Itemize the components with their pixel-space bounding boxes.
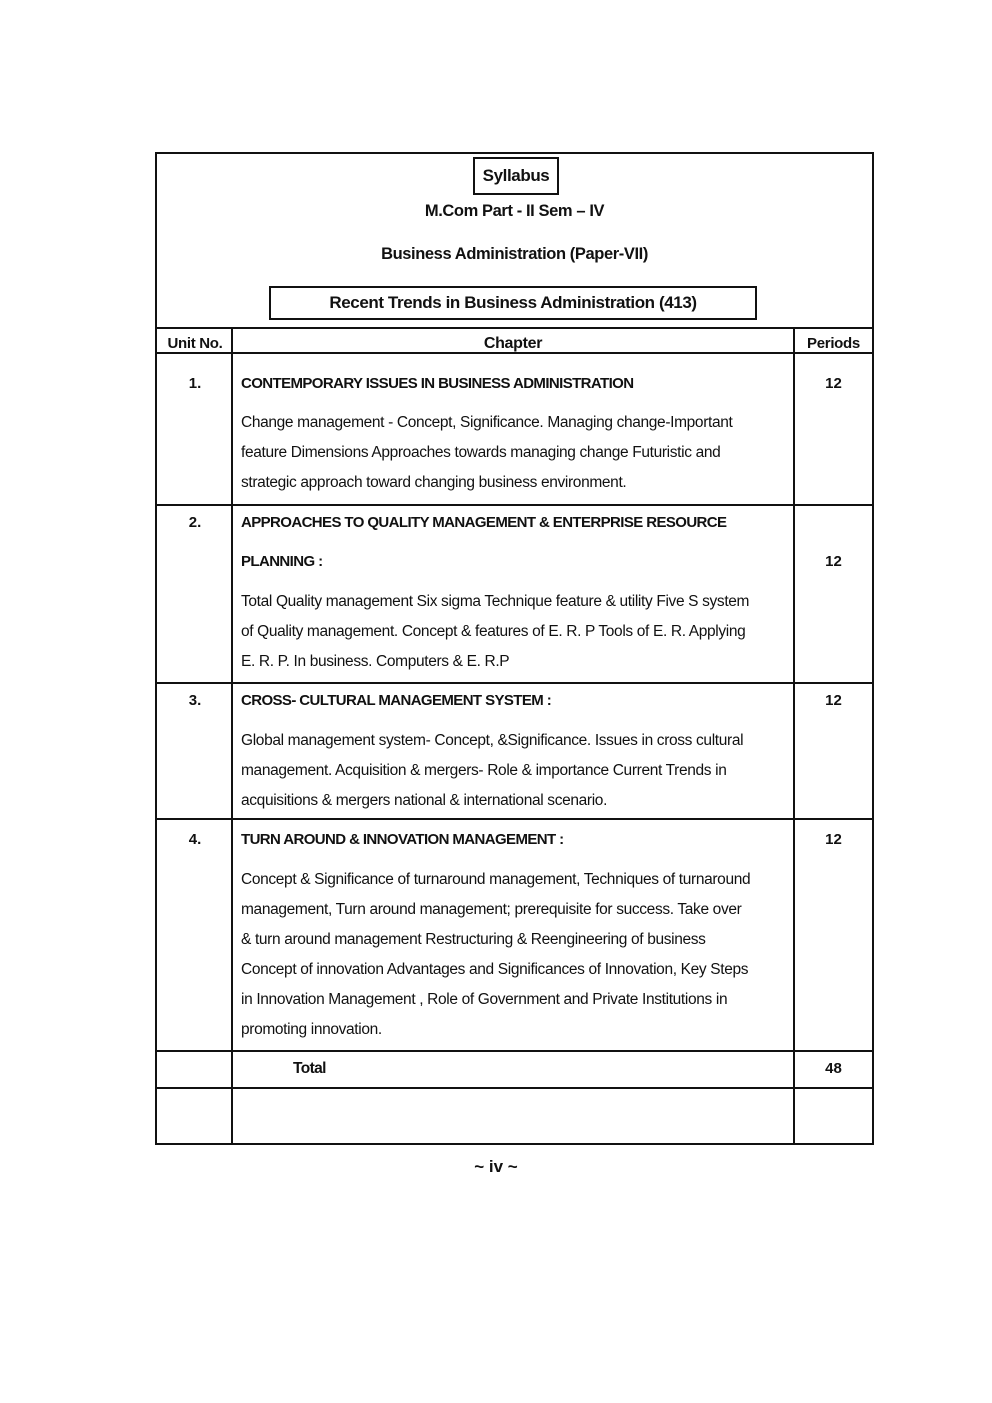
- description-line: of Quality management. Concept & features of E. R. P Tools of E. R. Applying: [241, 623, 746, 640]
- syllabus-table: [155, 152, 874, 1145]
- unit-title: PLANNING :: [241, 553, 323, 570]
- subject-title: Business Administration (Paper-VII): [381, 245, 648, 263]
- divider: [157, 1087, 872, 1089]
- column-header-periods: Periods: [807, 335, 860, 352]
- column-divider: [793, 327, 795, 1143]
- divider: [157, 1050, 872, 1052]
- unit-description: [241, 865, 793, 1045]
- syllabus-badge: Syllabus: [473, 157, 559, 195]
- paper-title: Recent Trends in Business Administration (413): [269, 286, 757, 320]
- description-line: Change management - Concept, Significance. Managing change-Important: [241, 414, 733, 431]
- unit-description: [241, 726, 793, 816]
- unit-title: CONTEMPORARY ISSUES IN BUSINESS ADMINISTRATION: [241, 375, 634, 392]
- description-line: acquisitions & mergers national & international scenario.: [241, 792, 608, 809]
- unit-periods: 12: [825, 692, 842, 709]
- unit-number: 1.: [188, 375, 202, 392]
- unit-description: [241, 408, 793, 498]
- description-line: management. Acquisition & mergers- Role & importance Current Trends in: [241, 762, 727, 779]
- unit-title: TURN AROUND & INNOVATION MANAGEMENT :: [241, 831, 564, 848]
- unit-description: [241, 587, 793, 677]
- description-line: feature Dimensions Approaches towards managing change Futuristic and: [241, 444, 721, 461]
- unit-periods: 12: [825, 375, 842, 392]
- description-line: strategic approach toward changing business environment.: [241, 474, 627, 491]
- description-line: Total Quality management Six sigma Technique feature & utility Five S system: [241, 593, 750, 610]
- unit-number: 3.: [188, 692, 202, 709]
- description-line: Concept of innovation Advantages and Significances of Innovation, Key Steps: [241, 961, 749, 978]
- description-line: E. R. P. In business. Computers & E. R.P: [241, 653, 510, 670]
- total-label: Total: [293, 1060, 326, 1077]
- column-header-chapter: Chapter: [483, 335, 543, 352]
- column-header-unit: Unit No.: [167, 335, 223, 352]
- divider: [157, 327, 872, 329]
- divider: [157, 682, 872, 684]
- divider: [157, 504, 872, 506]
- unit-title: CROSS- CULTURAL MANAGEMENT SYSTEM :: [241, 692, 552, 709]
- column-divider: [231, 327, 233, 1143]
- total-periods: 48: [825, 1060, 842, 1077]
- description-line: management, Turn around management; prerequisite for success. Take over: [241, 901, 742, 918]
- description-line: promoting innovation.: [241, 1021, 382, 1038]
- description-line: Global management system- Concept, &Significance. Issues in cross cultural: [241, 732, 744, 749]
- description-line: Concept & Significance of turnaround management, Techniques of turnaround: [241, 871, 751, 888]
- unit-periods: 12: [825, 831, 842, 848]
- course-title: M.Com Part - II Sem – IV: [424, 202, 605, 220]
- unit-periods: 12: [825, 553, 842, 570]
- page-number: ~ iv ~: [474, 1157, 518, 1176]
- divider: [157, 818, 872, 820]
- description-line: in Innovation Management , Role of Government and Private Institutions in: [241, 991, 728, 1008]
- unit-title: APPROACHES TO QUALITY MANAGEMENT & ENTERPRISE RESOURCE: [241, 514, 727, 531]
- unit-number: 2.: [188, 514, 202, 531]
- unit-number: 4.: [188, 831, 202, 848]
- description-line: & turn around management Restructuring & Reengineering of business: [241, 931, 706, 948]
